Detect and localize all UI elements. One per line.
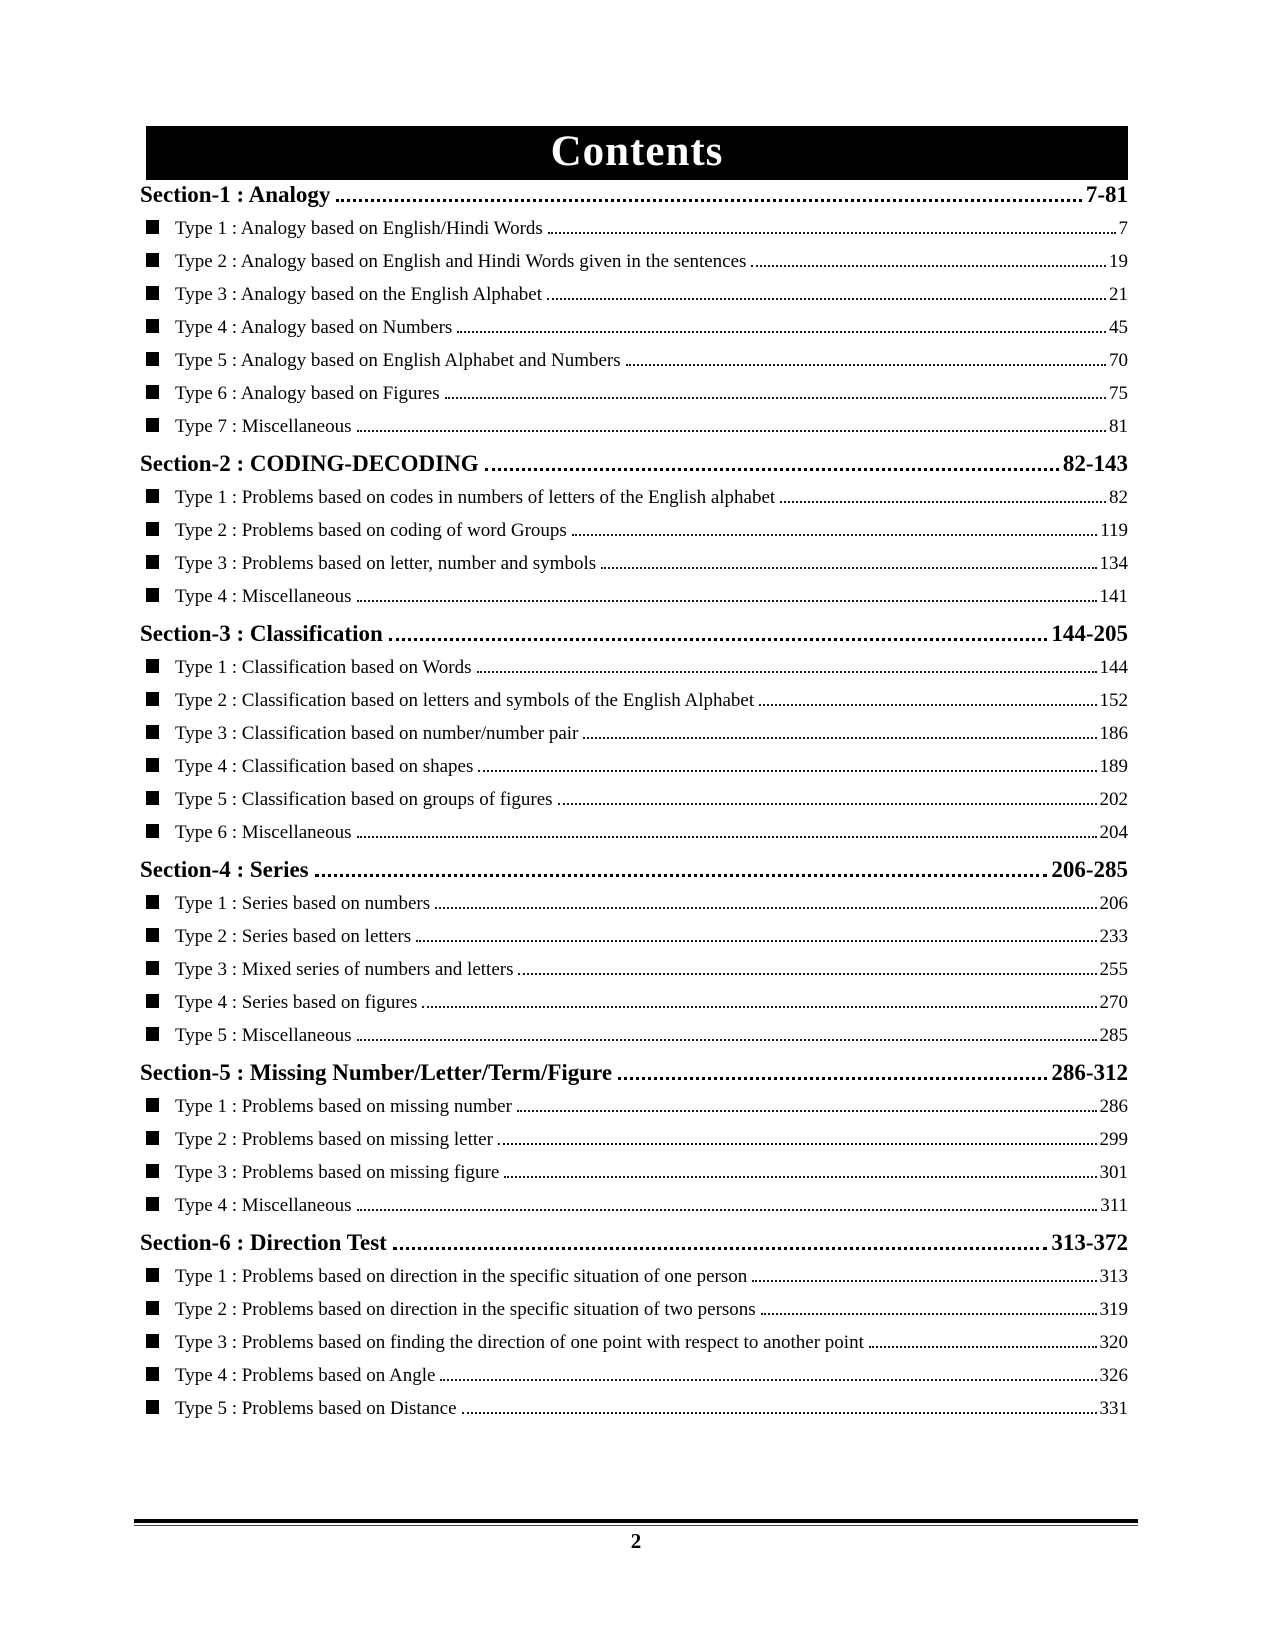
- dot-leader: [462, 1410, 1097, 1414]
- footer-rule: [134, 1519, 1138, 1526]
- toc-entry: [140, 416, 1128, 449]
- toc-entry: [140, 723, 1128, 756]
- entry-label: Type 4 : Miscellaneous: [175, 586, 352, 607]
- entry-label: Type 6 : Analogy based on Figures: [175, 383, 440, 404]
- entry-label: Type 3 : Classification based on number/number pair: [175, 723, 579, 744]
- bullet-square-icon: [146, 555, 159, 569]
- section-title: Section-2 : CODING-DECODING: [140, 451, 479, 476]
- dot-leader: [357, 1037, 1097, 1041]
- entry-page-number: 299: [1099, 1129, 1128, 1150]
- bullet-square-icon: [146, 385, 159, 399]
- entry-label: Type 2 : Problems based on coding of word Groups: [175, 520, 567, 541]
- entry-label: Type 2 : Classification based on letters and symbols of the English Alphabet: [175, 690, 755, 711]
- dot-leader: [752, 1278, 1096, 1282]
- entry-page-number: 206: [1099, 893, 1128, 914]
- entry-page-number: 144: [1099, 657, 1128, 678]
- dot-leader: [435, 905, 1096, 909]
- entry-page-number: 70: [1109, 350, 1128, 371]
- dot-leader: [440, 1377, 1096, 1381]
- entry-page-number: 255: [1099, 959, 1128, 980]
- entry-label: Type 5 : Analogy based on English Alphabet and Numbers: [175, 350, 621, 371]
- dot-leader: [478, 768, 1096, 772]
- page-number: 2: [630, 1529, 642, 1553]
- entry-page-number: 81: [1109, 416, 1128, 437]
- dot-leader: [336, 196, 1081, 202]
- entry-label: Type 1 : Series based on numbers: [175, 893, 431, 914]
- dot-leader: [618, 1074, 1047, 1080]
- entry-page-number: 186: [1099, 723, 1128, 744]
- bullet-square-icon: [146, 253, 159, 267]
- toc-entry: [140, 487, 1128, 520]
- bullet-square-icon: [146, 522, 159, 536]
- section-title: Section-1 : Analogy: [140, 182, 331, 207]
- dot-leader: [626, 362, 1106, 366]
- entry-page-number: 204: [1099, 822, 1128, 843]
- bullet-square-icon: [146, 220, 159, 234]
- entry-page-number: 141: [1099, 586, 1128, 607]
- entry-page-number: 82: [1109, 487, 1128, 508]
- bullet-square-icon: [146, 418, 159, 432]
- section-heading-row: [140, 857, 1128, 893]
- section-page-range: 286-312: [1051, 1060, 1128, 1085]
- entry-label: Type 5 : Problems based on Distance: [175, 1398, 457, 1419]
- dot-leader: [547, 296, 1106, 300]
- dot-leader: [759, 702, 1096, 706]
- dot-leader: [357, 598, 1097, 602]
- toc-entry: [140, 1129, 1128, 1162]
- table-of-contents: [140, 182, 1128, 1431]
- bullet-square-icon: [146, 489, 159, 503]
- entry-label: Type 7 : Miscellaneous: [175, 416, 352, 437]
- dot-leader: [498, 1141, 1097, 1145]
- bullet-square-icon: [146, 692, 159, 706]
- section-page-range: 313-372: [1051, 1230, 1128, 1255]
- entry-page-number: 119: [1100, 520, 1128, 541]
- section-page-range: 144-205: [1051, 621, 1128, 646]
- section-title: Section-6 : Direction Test: [140, 1230, 387, 1255]
- toc-entry: [140, 317, 1128, 350]
- bullet-square-icon: [146, 824, 159, 838]
- dot-leader: [869, 1344, 1097, 1348]
- dot-leader: [572, 532, 1097, 536]
- toc-entry: [140, 251, 1128, 284]
- toc-entry: [140, 350, 1128, 383]
- entry-label: Type 3 : Analogy based on the English Alphabet: [175, 284, 543, 305]
- entry-label: Type 2 : Problems based on missing letter: [175, 1129, 493, 1150]
- entry-label: Type 4 : Miscellaneous: [175, 1195, 352, 1216]
- dot-leader: [780, 499, 1106, 503]
- entry-page-number: 285: [1099, 1025, 1128, 1046]
- toc-entry: [140, 657, 1128, 690]
- entry-label: Type 1 : Problems based on missing number: [175, 1096, 512, 1117]
- entry-page-number: 270: [1099, 992, 1128, 1013]
- bullet-square-icon: [146, 1027, 159, 1041]
- entry-label: Type 3 : Mixed series of numbers and letters: [175, 959, 514, 980]
- entry-page-number: 45: [1109, 317, 1128, 338]
- section-heading-row: [140, 182, 1128, 218]
- dot-leader: [445, 395, 1106, 399]
- entry-page-number: 7: [1118, 218, 1128, 239]
- bullet-square-icon: [146, 758, 159, 772]
- bullet-square-icon: [146, 1131, 159, 1145]
- bullet-square-icon: [146, 961, 159, 975]
- bullet-square-icon: [146, 791, 159, 805]
- entry-page-number: 152: [1099, 690, 1128, 711]
- dot-leader: [583, 735, 1096, 739]
- toc-entry: [140, 690, 1128, 723]
- dot-leader: [518, 971, 1096, 975]
- entry-page-number: 233: [1099, 926, 1128, 947]
- entry-label: Type 5 : Miscellaneous: [175, 1025, 352, 1046]
- toc-entry: [140, 520, 1128, 553]
- entry-page-number: 19: [1109, 251, 1128, 272]
- entry-label: Type 5 : Classification based on groups of figures: [175, 789, 553, 810]
- entry-page-number: 21: [1109, 284, 1128, 305]
- section-heading-row: [140, 1060, 1128, 1096]
- toc-entry: [140, 1025, 1128, 1058]
- toc-entry: [140, 1398, 1128, 1431]
- entry-label: Type 1 : Problems based on codes in numbers of letters of the English alphabet: [175, 487, 776, 508]
- dot-leader: [548, 230, 1116, 234]
- dot-leader: [422, 1004, 1096, 1008]
- entry-label: Type 3 : Problems based on finding the direction of one point with respect to another point: [175, 1332, 864, 1353]
- toc-entry: [140, 893, 1128, 926]
- dot-leader: [457, 329, 1106, 333]
- bullet-square-icon: [146, 1197, 159, 1211]
- page-footer: [134, 1519, 1138, 1554]
- dot-leader: [389, 635, 1048, 641]
- bullet-square-icon: [146, 1098, 159, 1112]
- bullet-square-icon: [146, 1367, 159, 1381]
- entry-label: Type 2 : Problems based on direction in the specific situation of two persons: [175, 1299, 756, 1320]
- section-title: Section-5 : Missing Number/Letter/Term/Figure: [140, 1060, 613, 1085]
- section-page-range: 206-285: [1051, 857, 1128, 882]
- dot-leader: [416, 938, 1096, 942]
- bullet-square-icon: [146, 1301, 159, 1315]
- toc-entry: [140, 1162, 1128, 1195]
- toc-entry: [140, 1332, 1128, 1365]
- toc-entry: [140, 1195, 1128, 1228]
- toc-entry: [140, 822, 1128, 855]
- entry-page-number: 331: [1099, 1398, 1128, 1419]
- dot-leader: [357, 834, 1097, 838]
- entry-page-number: 134: [1099, 553, 1128, 574]
- toc-entry: [140, 284, 1128, 317]
- dot-leader: [393, 1244, 1048, 1250]
- toc-entry: [140, 1266, 1128, 1299]
- dot-leader: [504, 1174, 1096, 1178]
- entry-label: Type 6 : Miscellaneous: [175, 822, 352, 843]
- entry-label: Type 4 : Classification based on shapes: [175, 756, 474, 777]
- section-title: Section-4 : Series: [140, 857, 309, 882]
- bullet-square-icon: [146, 588, 159, 602]
- toc-entry: [140, 553, 1128, 586]
- bullet-square-icon: [146, 895, 159, 909]
- toc-entry: [140, 959, 1128, 992]
- entry-page-number: 313: [1099, 1266, 1128, 1287]
- section-page-range: 7-81: [1085, 182, 1128, 207]
- dot-leader: [751, 263, 1106, 267]
- bullet-square-icon: [146, 659, 159, 673]
- bullet-square-icon: [146, 725, 159, 739]
- bullet-square-icon: [146, 1334, 159, 1348]
- entry-page-number: 319: [1099, 1299, 1128, 1320]
- entry-label: Type 3 : Problems based on missing figure: [175, 1162, 500, 1183]
- toc-entry: [140, 218, 1128, 251]
- bullet-square-icon: [146, 1164, 159, 1178]
- dot-leader: [517, 1108, 1097, 1112]
- entry-label: Type 2 : Analogy based on English and Hindi Words given in the sentences: [175, 251, 747, 272]
- entry-label: Type 1 : Analogy based on English/Hindi Words: [175, 218, 543, 239]
- toc-entry: [140, 586, 1128, 619]
- bullet-square-icon: [146, 994, 159, 1008]
- toc-entry: [140, 926, 1128, 959]
- contents-header: [146, 126, 1128, 180]
- section-title: Section-3 : Classification: [140, 621, 383, 646]
- dot-leader: [601, 565, 1096, 569]
- toc-entry: [140, 1299, 1128, 1332]
- dot-leader: [357, 1207, 1098, 1211]
- entry-label: Type 3 : Problems based on letter, number and symbols: [175, 553, 597, 574]
- entry-page-number: 75: [1109, 383, 1128, 404]
- entry-page-number: 202: [1099, 789, 1128, 810]
- dot-leader: [357, 428, 1107, 432]
- entry-page-number: 301: [1099, 1162, 1128, 1183]
- section-heading-row: [140, 621, 1128, 657]
- entry-page-number: 326: [1099, 1365, 1128, 1386]
- bullet-square-icon: [146, 1400, 159, 1414]
- entry-page-number: 311: [1100, 1195, 1128, 1216]
- toc-entry: [140, 383, 1128, 416]
- dot-leader: [558, 801, 1097, 805]
- dot-leader: [485, 465, 1059, 471]
- toc-entry: [140, 1096, 1128, 1129]
- bullet-square-icon: [146, 319, 159, 333]
- contents-page: [140, 126, 1128, 1431]
- bullet-square-icon: [146, 1268, 159, 1282]
- section-heading-row: [140, 1230, 1128, 1266]
- entry-label: Type 1 : Problems based on direction in the specific situation of one person: [175, 1266, 748, 1287]
- dot-leader: [761, 1311, 1097, 1315]
- entry-page-number: 189: [1099, 756, 1128, 777]
- entry-label: Type 2 : Series based on letters: [175, 926, 412, 947]
- toc-entry: [140, 1365, 1128, 1398]
- dot-leader: [477, 669, 1097, 673]
- bullet-square-icon: [146, 928, 159, 942]
- entry-label: Type 4 : Series based on figures: [175, 992, 418, 1013]
- entry-label: Type 4 : Analogy based on Numbers: [175, 317, 453, 338]
- entry-page-number: 320: [1099, 1332, 1128, 1353]
- entry-page-number: 286: [1099, 1096, 1128, 1117]
- entry-label: Type 4 : Problems based on Angle: [175, 1365, 436, 1386]
- bullet-square-icon: [146, 286, 159, 300]
- bullet-square-icon: [146, 352, 159, 366]
- section-heading-row: [140, 451, 1128, 487]
- page-title: Contents: [550, 127, 724, 175]
- toc-entry: [140, 789, 1128, 822]
- toc-entry: [140, 992, 1128, 1025]
- dot-leader: [315, 871, 1048, 877]
- section-page-range: 82-143: [1062, 451, 1128, 476]
- toc-entry: [140, 756, 1128, 789]
- entry-label: Type 1 : Classification based on Words: [175, 657, 472, 678]
